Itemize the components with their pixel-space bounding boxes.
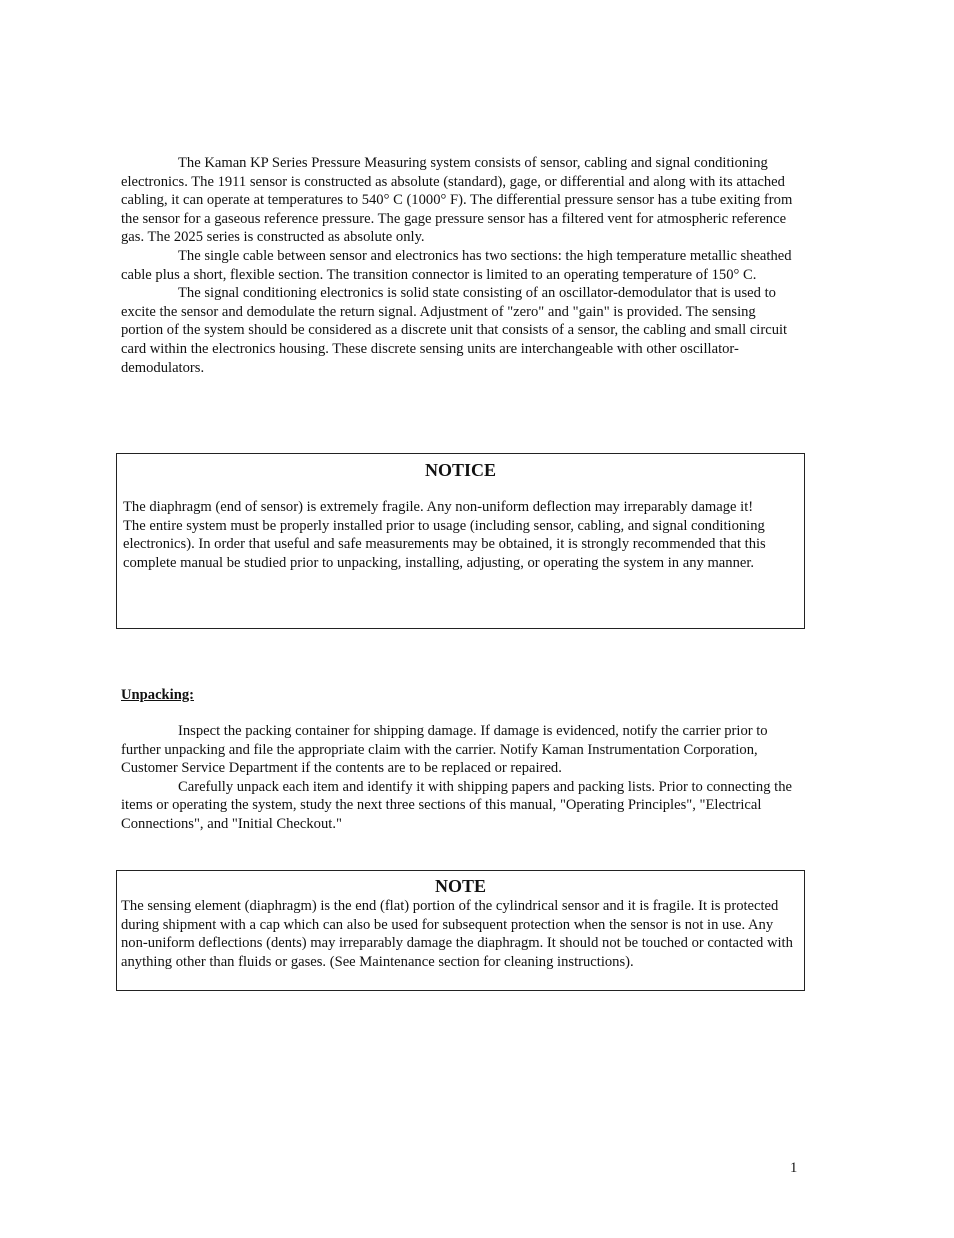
page-number: 1 (790, 1160, 798, 1176)
unpacking-paragraph-inspect: Inspect the packing container for shipping damage. If damage is evidenced, notify the carrier prior to further unpacking and file the appropriate claim with the carrier. Notify Kaman Instrumentation Corporation, Customer Service Department if the contents are to be replaced or repaired. (121, 723, 768, 777)
unpacking-heading: Unpacking: (121, 687, 194, 703)
notice-line-installation: The entire system must be properly installed prior to usage (including sensor, cabling, and signal conditioning electronics). In order that useful and safe measurements may be obtained, it is strongly recommended that this complete manual be studied prior to unpacking, installing, adjusting, or operating the system in any manner. (123, 517, 766, 571)
intro-paragraph-system: The Kaman KP Series Pressure Measuring system consists of sensor, cabling and signal conditioning electronics. The 1911 sensor is constructed as absolute (standard), gage, or differential and along with its attached cabling, it can operate at temperatures to 540° C (1000° F). The differential pressure sensor has a tube exiting from the sensor for a gaseous reference pressure. The gage pressure sensor has a filtered vent for atmospheric reference gas. The 2025 series is constructed as absolute only. (121, 155, 793, 246)
intro-section (121, 154, 801, 377)
note-box (116, 870, 805, 991)
unpacking-section (121, 722, 801, 834)
notice-title: NOTICE (424, 460, 496, 480)
note-text: The sensing element (diaphragm) is the end (flat) portion of the cylindrical sensor and it is fragile. It is protected during shipment with a cap which can also be used for subsequent protection when the sensor is not in use. Any non-uniform deflections (dents) may irreparably damage the diaphragm. It should not be touched or contacted with anything other than fluids or gases. (See Maintenance section for cleaning instructions). (121, 898, 793, 970)
unpacking-paragraph-identify: Carefully unpack each item and identify it with shipping papers and packing lists. Prior to connecting the items or operating the system, study the next three sections of this manual, "Operating Principles", "Electrical Connections", and "Initial Checkout." (121, 778, 793, 832)
intro-paragraph-cable: The single cable between sensor and electronics has two sections: the high temperature metallic sheathed cable plus a short, flexible section. The transition connector is limited to an operating temperature of 150° C. (121, 247, 792, 283)
notice-box (116, 453, 805, 629)
note-title: NOTE (434, 876, 486, 896)
intro-paragraph-electronics: The signal conditioning electronics is solid state consisting of an oscillator-demodulator that is used to excite the sensor and demodulate the return signal. Adjustment of "zero" and "gain" is provided. The sensing portion of the system should be considered as a discrete unit that consists of a sensor, the cabling and small circuit card within the electronics housing. These discrete sensing units are interchangeable with other oscillator-demodulators. (121, 285, 788, 376)
notice-line-diaphragm: The diaphragm (end of sensor) is extremely fragile. Any non-uniform deflection may irreparably damage it! (123, 499, 754, 515)
